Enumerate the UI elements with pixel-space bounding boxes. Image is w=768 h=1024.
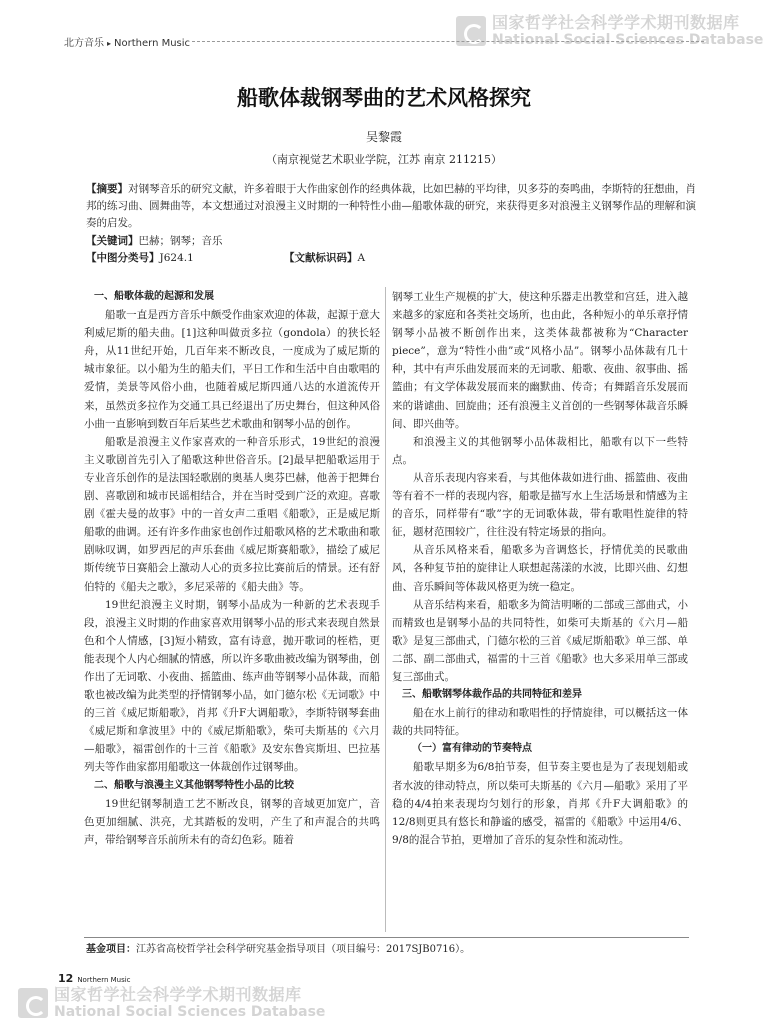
subsection-heading: （一）富有律动的节奏特点 (412, 743, 532, 755)
document-code-text: A (357, 252, 366, 264)
classification-number (86, 250, 194, 265)
footer-journal: Northern Music (77, 976, 131, 984)
page-footer (58, 967, 131, 986)
footnote-divider (84, 937, 689, 938)
watermark-line1: 国家哲学社会科学学术期刊数据库 (492, 13, 740, 32)
article-title: 船歌体裁钢琴曲的艺术风格探究 (237, 86, 531, 110)
paragraph: 从音乐结构来看，船歌多为简洁明晰的二部或三部曲式，小而精致也是钢琴小品的共同特性，如柴可夫斯基的《六月—船歌》是复三部曲式，门德尔松的三首《威尼斯船歌》单三部、单二部、副二部曲式，福雷的十三首《船歌》也大多采用单三部或复三部曲式。 (392, 598, 688, 683)
section-heading-1: 一、船歌体裁的起源和发展 (94, 291, 214, 302)
paragraph: 从音乐风格来看，船歌多为音调悠长，抒情优美的民歌曲风，各种复节拍的旋律让人联想起荡漾的水波，比即兴曲、幻想曲、音乐瞬间等体裁风格更为统一稳定。 (392, 544, 688, 593)
database-logo-icon (18, 988, 48, 1018)
arrow-icon: ▸ (107, 39, 112, 48)
paragraph: 从音乐表现内容来看，与其他体裁如进行曲、摇篮曲、夜曲等有着不一样的表现内容，船歌是描写水上生活场景和情感为主的音乐，同样带有“歌”字的无词歌体裁，带有歌唱性旋律的特征，题材范围较广，往往没有特定场景的指向。 (392, 471, 688, 539)
classification-text: J624.1 (159, 252, 194, 264)
column-divider (385, 287, 386, 932)
funding-text: 江苏省高校哲学社会科学研究基金指导项目（项目编号：2017SJB0716）。 (136, 944, 471, 955)
paragraph: 钢琴工业生产规模的扩大，使这种乐器走出教堂和宫廷，进入越来越多的家庭和各类社交场所，也由此，各种短小的单乐章抒情钢琴小品被不断创作出来，这类体裁都被称为“Character piece”，意为“特性小曲”或“风格小品”。钢琴小品体裁有几十种，其中有声乐曲发展而来的无词歌、船歌、夜曲、叙事曲、摇篮曲；有文学体裁发展而来的幽默曲、传奇；有舞蹈音乐发展而来的谐谑曲、回旋曲；还有浪漫主义首创的一些钢琴体裁音乐瞬间、即兴曲等。 (392, 291, 688, 430)
author-affiliation: （南京视觉艺术职业学院，江苏 南京 211215） (266, 153, 502, 166)
watermark-line2: National Social Sciences Database (54, 1004, 326, 1020)
running-header (64, 34, 190, 49)
document-code-label: 【文献标识码】 (284, 252, 358, 264)
section-heading-2: 二、船歌与浪漫主义其他钢琴特性小品的比较 (94, 779, 294, 791)
paragraph: 船歌早期多为6/8拍节奏，但节奏主要也是为了表现划船或者水波的律动特点，所以柴可夫斯基的《六月—船歌》采用了平稳的4/4拍来表现均匀划行的形象，肖邦《升F大调船歌》的12/8则更具有悠长和静谧的感受，福雷的《船歌》中运用4/6、9/8的混合节拍，更增加了音乐的复杂性和流动性。 (392, 761, 688, 846)
right-column (392, 288, 688, 934)
funding-label: 基金项目： (86, 944, 136, 955)
paragraph: 19世纪钢琴制造工艺不断改良，钢琴的音域更加宽广，音色更加细腻、洪亮，尤其踏板的发明，产生了和声混合的共鸣声，带给钢琴音乐前所未有的奇幻色彩。随着 (84, 797, 380, 846)
funding-note (86, 940, 470, 955)
watermark-line2: National Social Sciences Database (492, 32, 764, 48)
journal-name-en: Northern Music (114, 38, 191, 49)
paragraph: 船在水上前行的律动和歌唱性的抒情旋律，可以概括这一体裁的共同特征。 (392, 707, 688, 738)
paragraph: 船歌是浪漫主义作家喜欢的一种音乐形式，19世纪的浪漫主义歌剧首先引入了船歌这种世俗音乐。[2]最早把船歌运用于专业音乐创作的是法国轻歌剧的奥基人奥芬巴赫，他善于把舞台剧、喜歌剧和城市民谣相结合，并在当时受到广泛的欢迎。喜歌剧《霍夫曼的故事》中的一首女声二重唱《船歌》，正是威尼斯船歌的曲调。还有许多作曲家也创作过船歌风格的艺术歌曲和歌剧咏叹调，如罗西尼的声乐套曲《威尼斯赛船歌》，描绘了威尼斯传统节日赛船会上激动人心的贡多拉比赛前后的情景。还有舒伯特的《船夫之歌》，多尼采蒂的《船夫曲》等。 (84, 435, 380, 593)
section-heading-3: 三、船歌钢琴体裁作品的共同特征和差异 (402, 689, 582, 701)
paragraph: 19世纪浪漫主义时期，钢琴小品成为一种新的艺术表现手段，浪漫主义时期的作曲家喜欢用钢琴小品的形式来表现自然景色和个人情感，[3]短小精致，富有诗意，抛开歌词的桎梏，更能表现个人内心细腻的情感，所以许多歌曲被改编为钢琴曲，创作出了无词歌、小夜曲、摇篮曲、练声曲等钢琴小品体裁，而船歌也被改编为此类型的抒情钢琴小品，如门德尔松《无词歌》中的三首《威尼斯船歌》，肖邦《升F大调船歌》，李斯特钢琴套曲《威尼斯和拿波里》中的《威尼斯船歌》，柴可夫斯基的《六月—船歌》，福雷创作的十三首《船歌》及安东鲁宾斯坦、巴拉基列夫等作曲家都用船歌这一体裁创作过钢琴曲。 (84, 598, 380, 774)
watermark-top (456, 14, 763, 48)
document-code (284, 250, 365, 265)
keywords (86, 233, 223, 248)
keywords-text: 巴赫；钢琴；音乐 (138, 235, 223, 247)
abstract (86, 181, 696, 232)
journal-name-cn: 北方音乐 (64, 38, 104, 49)
header-divider (192, 41, 704, 42)
left-column (84, 288, 380, 934)
paragraph: 船歌一直是西方音乐中颇受作曲家欢迎的体裁，起源于意大利威尼斯的船夫曲。[1]这种叫做贡多拉（gondola）的狭长轻舟，从11世纪开始，几百年来不断改良，一度成为了威尼斯的城市象征。以小船为生的船夫们，平日工作和生活中自由歌唱的爱情，美景等风俗小曲，也随着威尼斯四通八达的水道流传开来，虽然贡多拉作为交通工具已经退出了历史舞台，但这种风俗小曲一直影响到数百年后某些艺术歌曲和钢琴小品的创作。 (84, 309, 380, 430)
classification-label: 【中图分类号】 (86, 252, 160, 264)
watermark-bottom (18, 986, 325, 1020)
abstract-text: 对钢琴音乐的研究文献，许多着眼于大作曲家创作的经典体裁，比如巴赫的平均律，贝多芬的奏鸣曲，李斯特的狂想曲，肖邦的练习曲、圆舞曲等，本文想通过对浪漫主义时期的一种特性小曲—船歌体裁的研究，来获得更多对浪漫主义钢琴作品的理解和演奏的启发。 (86, 183, 697, 229)
abstract-label: 【摘要】 (86, 183, 129, 195)
paragraph: 和浪漫主义的其他钢琴小品体裁相比，船歌有以下一些特点。 (392, 435, 688, 466)
page-number: 12 (58, 972, 74, 985)
watermark-line1: 国家哲学社会科学学术期刊数据库 (54, 985, 302, 1004)
keywords-label: 【关键词】 (86, 235, 139, 247)
author-name: 吴黎霞 (365, 130, 402, 144)
